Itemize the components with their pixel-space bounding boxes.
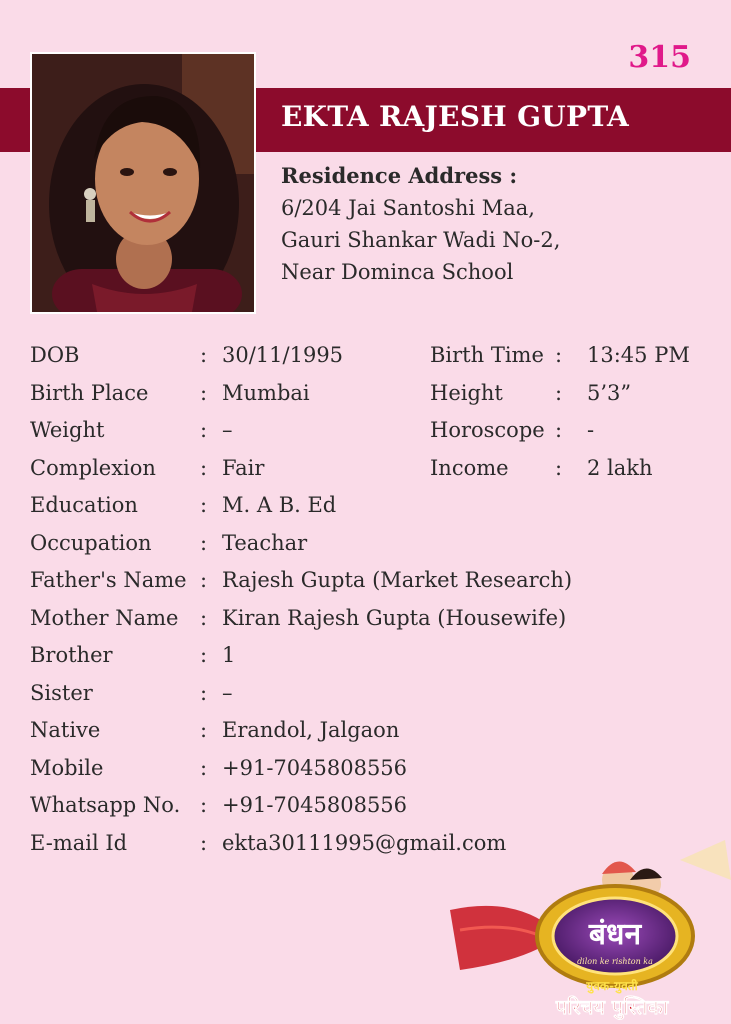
detail-row: [30, 413, 720, 451]
detail-separator: :: [200, 455, 208, 480]
detail-separator-secondary: :: [555, 343, 563, 367]
detail-label: DOB: [30, 343, 80, 367]
detail-separator-secondary: :: [555, 455, 563, 480]
detail-label: Mother Name: [30, 605, 179, 630]
detail-row: [30, 488, 720, 526]
detail-label: Brother: [30, 643, 113, 667]
detail-label: Occupation: [30, 530, 152, 555]
detail-label: Birth Place: [30, 380, 149, 405]
detail-value: 1: [222, 643, 236, 667]
detail-value-secondary: 13:45 PM: [587, 343, 690, 367]
residence-address: [281, 160, 701, 288]
detail-value: Erandol, Jalgaon: [222, 718, 400, 742]
logo-title: बंधन: [588, 917, 642, 952]
detail-value-secondary: 2 lakh: [587, 455, 653, 480]
candidate-name: EKTA RAJESH GUPTA: [281, 100, 629, 133]
logo-subtitle-bottom: परिचय पुस्तिका: [555, 995, 669, 1019]
detail-label: Mobile: [30, 755, 104, 780]
profile-photo: [30, 52, 256, 314]
detail-row: [30, 788, 720, 826]
detail-separator: :: [200, 605, 208, 630]
detail-label: Native: [30, 718, 101, 742]
detail-value-secondary: 5’3”: [587, 380, 632, 405]
address-line-1: 6/204 Jai Santoshi Maa,: [281, 196, 535, 220]
detail-value-secondary: -: [587, 418, 595, 442]
detail-separator-secondary: :: [555, 380, 563, 405]
detail-separator: :: [200, 643, 208, 667]
detail-value: –: [222, 418, 233, 442]
details-list: [30, 338, 720, 863]
detail-separator: :: [200, 568, 208, 592]
detail-value: Teachar: [222, 530, 308, 555]
detail-row: [30, 376, 720, 414]
detail-separator: :: [200, 755, 208, 780]
detail-value: ekta30111995@gmail.com: [222, 830, 507, 855]
detail-row: [30, 713, 720, 751]
detail-label-secondary: Height: [430, 380, 503, 405]
detail-label: Father's Name: [30, 568, 187, 592]
address-heading: Residence Address :: [281, 163, 518, 188]
detail-value: Rajesh Gupta (Market Research): [222, 568, 573, 592]
detail-row: [30, 676, 720, 714]
detail-row: [30, 751, 720, 789]
detail-row: [30, 526, 720, 564]
detail-label: Weight: [30, 418, 105, 442]
detail-separator: :: [200, 493, 208, 517]
page-number: 315: [628, 40, 691, 75]
detail-separator: :: [200, 793, 208, 817]
bandhan-logo: [440, 840, 731, 1024]
detail-value: +91-7045808556: [222, 793, 408, 817]
detail-separator: :: [200, 530, 208, 555]
logo-subtitle-top: युवक-युवती: [586, 979, 638, 993]
detail-separator: :: [200, 418, 208, 442]
detail-label-secondary: Birth Time: [430, 343, 544, 367]
detail-label: Education: [30, 493, 138, 517]
detail-label-secondary: Income: [430, 455, 509, 480]
detail-separator: :: [200, 680, 208, 705]
detail-row: [30, 638, 720, 676]
detail-label-secondary: Horoscope: [430, 418, 545, 442]
detail-separator: :: [200, 343, 208, 367]
detail-separator: :: [200, 830, 208, 855]
detail-value: Mumbai: [222, 380, 310, 405]
detail-value: Kiran Rajesh Gupta (Housewife): [222, 605, 567, 630]
detail-separator-secondary: :: [555, 418, 563, 442]
address-line-3: Near Dominca School: [281, 260, 514, 284]
detail-label: Whatsapp No.: [30, 793, 181, 817]
detail-separator: :: [200, 718, 208, 742]
address-line-2: Gauri Shankar Wadi No-2,: [281, 228, 561, 252]
detail-row: [30, 338, 720, 376]
detail-label: Complexion: [30, 455, 156, 480]
detail-separator: :: [200, 380, 208, 405]
detail-row: [30, 451, 720, 489]
logo-tagline: dilon ke rishton ka: [577, 957, 653, 966]
detail-label: Sister: [30, 680, 93, 705]
detail-value: –: [222, 680, 233, 705]
detail-row: [30, 601, 720, 639]
detail-value: +91-7045808556: [222, 755, 408, 780]
detail-value: M. A B. Ed: [222, 493, 337, 517]
detail-value: Fair: [222, 455, 265, 480]
detail-label: E-mail Id: [30, 830, 128, 855]
detail-row: [30, 563, 720, 601]
detail-value: 30/11/1995: [222, 343, 344, 367]
